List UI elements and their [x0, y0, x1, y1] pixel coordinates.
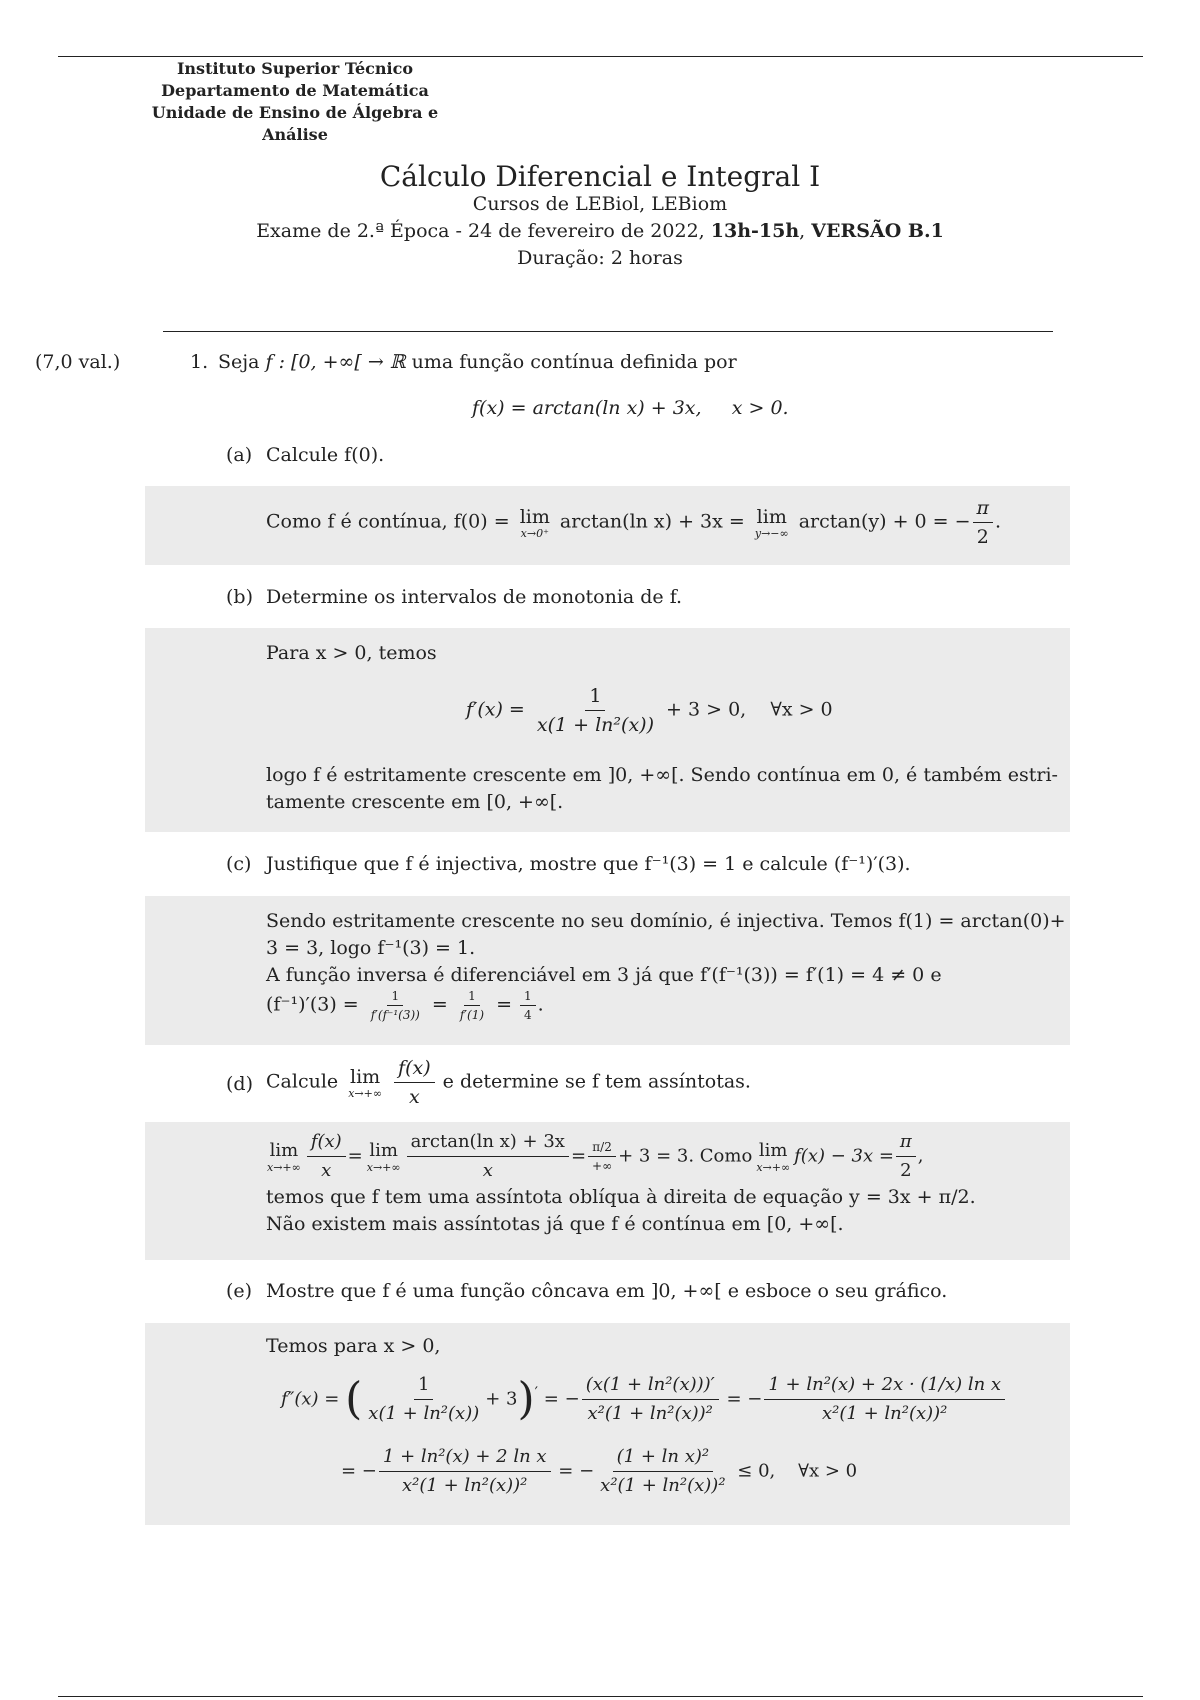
header-separator [163, 331, 1053, 332]
d-a-frac-2 [407, 1130, 569, 1183]
e-frac-5 [596, 1445, 729, 1498]
e-f5-den: x²(1 + ln²(x))² [600, 1475, 726, 1496]
d-q-frac-den: x [408, 1086, 420, 1108]
a-ans-mid: arctan(ln x) + 3x = [559, 510, 751, 533]
d-answer-line-1: lim x→+∞ $\frac{f(x)}{x}$ = lim x→+∞ $\frac{\text{arctan(ln x) + 3x}}{x}$ = $\frac{\pi/2}{+\infty}$ + 3 = 3. Como lim x→+∞ f(x) − 3x = $\frac{\pi}{2}$ , [267, 1131, 924, 1181]
d-a-f3-den: +∞ [592, 1159, 613, 1173]
institution-line: Instituto Superior Técnico [176, 59, 414, 78]
a-lim1-sub: x→0⁺ [520, 526, 549, 540]
b-deriv-rhs: + 3 > 0, ∀x > 0 [666, 698, 833, 721]
exam-line [0, 220, 1200, 242]
d-a-frac-1 [307, 1130, 346, 1183]
c-f3-num: 1 [520, 989, 536, 1006]
e-f3-num: 1 + ln²(x) + 2x · (1/x) ln x [764, 1373, 1005, 1400]
c-line4-pre: (f⁻¹)′(3) = [266, 993, 365, 1016]
d-a-f2-den: x [482, 1160, 493, 1181]
d-a-lim1-sub: x→+∞ [267, 1160, 301, 1174]
unit-line: Unidade de Ensino de Álgebra e [151, 103, 439, 122]
statement-post: uma função contínua definida por [405, 351, 737, 373]
d-q-frac [394, 1056, 435, 1109]
exam-time: 13h-15h [710, 220, 800, 242]
a-frac-den: 2 [976, 526, 989, 548]
d-a-f2-num: arctan(ln x) + 3x [407, 1130, 569, 1157]
d-q-lim: lim x→+∞ [348, 1065, 382, 1100]
function-definition: f(x) = arctan(ln x) + 3x, x > 0. [472, 397, 789, 419]
d-a-frac-3 [588, 1140, 616, 1173]
c-f1-den: f′(f⁻¹(3)) [370, 1008, 420, 1022]
part-e-solution [145, 1323, 1070, 1525]
d-a-lim3-sub: x→+∞ [756, 1160, 791, 1174]
c-f1-num: 1 [387, 989, 403, 1006]
question-statement [218, 351, 737, 373]
c-line-1: Sendo estritamente crescente no seu domínio, é injectiva. Temos f(1) = arctan(0)+ [266, 910, 1066, 932]
d-a-f3-num: π/2 [588, 1140, 616, 1157]
e-frac-4 [379, 1445, 551, 1498]
a-frac-num: π [973, 496, 994, 523]
part-b-solution [145, 628, 1070, 832]
c-eq-2: = [490, 993, 519, 1016]
c-eq-1: = [425, 993, 454, 1016]
e-frac-2 [582, 1373, 719, 1426]
b-derivative [466, 684, 833, 737]
a-ans-pre: Como f é contínua, f(0) = [266, 510, 516, 533]
d-a-pi-frac [896, 1130, 916, 1183]
part-a-solution [145, 486, 1070, 565]
part-e-question: Mostre que f é uma função côncava em ]0, +∞[ e esboce o seu gráfico. [266, 1280, 948, 1302]
e-inner-num: 1 [414, 1373, 433, 1400]
e-inner-den: x(1 + ln²(x)) [368, 1403, 480, 1424]
a-pi-frac [973, 496, 994, 549]
part-d-label: (d) [226, 1073, 253, 1095]
d-q-frac-num: f(x) [394, 1056, 435, 1083]
b-frac [533, 684, 658, 737]
exam-date: Exame de 2.ª Época - 24 de fevereiro de 2022, [256, 220, 711, 242]
d-line-2: temos que f tem uma assíntota oblíqua à direita de equação y = 3x + π/2. [266, 1186, 976, 1208]
d-a-lim2-sub: x→+∞ [366, 1160, 401, 1174]
d-a-mid: + 3 = 3. Como [618, 1145, 753, 1167]
part-a-label: (a) [226, 444, 253, 466]
c-frac-3 [520, 989, 536, 1022]
b-conclusion [266, 762, 1058, 816]
exam-sep: , [799, 220, 812, 242]
part-b-label: (b) [226, 586, 253, 608]
part-c-solution [145, 896, 1070, 1045]
c-f3-den: 4 [524, 1008, 532, 1022]
statement-domain: f : [0, +∞[ → ℝ [265, 351, 406, 373]
courses-line: Cursos de LEBiol, LEBiom [472, 193, 728, 215]
e-frac-3 [764, 1373, 1005, 1426]
e-f4-den: x²(1 + ln²(x))² [402, 1475, 528, 1496]
d-a-lim-3: lim x→+∞ [756, 1139, 791, 1174]
b-line-2: tamente crescente em [0, +∞[. [266, 791, 564, 813]
part-c-label: (c) [226, 853, 252, 875]
e-lhs: f″(x) = [281, 1388, 340, 1410]
b-deriv-lhs: f′(x) = [466, 698, 531, 721]
c-line-2: 3 = 3, logo f⁻¹(3) = 1. [266, 937, 476, 959]
e-f2-den: x²(1 + ln²(x))² [587, 1403, 713, 1424]
part-e-label: (e) [226, 1280, 253, 1302]
d-a-tail: f(x) − 3x = [794, 1145, 894, 1167]
e-f2-num: (x(1 + ln²(x)))′ [582, 1373, 719, 1400]
d-a-pi-den: 2 [900, 1160, 912, 1181]
c-frac-1 [367, 989, 424, 1022]
a-lim-2: lim y→−∞ [754, 505, 789, 540]
part-a-question: Calcule f(0). [266, 444, 385, 466]
b-intro: Para x > 0, temos [266, 642, 437, 664]
institution-block [140, 58, 450, 146]
d-answer-rest [266, 1184, 976, 1238]
unit-line-2: Análise [262, 125, 328, 144]
a-ans-post: arctan(y) + 0 = − [798, 510, 971, 533]
c-f2-den: f′(1) [459, 1008, 485, 1022]
d-a-f1-den: x [321, 1160, 332, 1181]
c-line-4: (f⁻¹)′(3) = $\frac{1}{\text{f′(f⁻¹(3))}}$ = $\frac{1}{f'(1)}$ = $\frac{1}{4}$ . [266, 989, 544, 1022]
e-line-2: = − $\frac{\text{1 + ln²(x) + 2 ln x}}{\text{x²(1 + ln²(x))²}}$ = − $\frac{\text{(1 + ln x)²}}{\text{x²(1 + ln²(x))²}}$ ≤ 0, ∀x > 0 [341, 1446, 858, 1496]
d-q-pre: Calcule [266, 1070, 339, 1093]
part-d-solution [145, 1122, 1070, 1260]
department-line: Departamento de Matemática [161, 81, 429, 100]
a-lim-1: lim x→0⁺ [519, 505, 550, 540]
d-a-f1-num: f(x) [307, 1130, 346, 1157]
course-title: Cálculo Diferencial e Integral I [379, 160, 821, 193]
e-open-paren: ( [345, 1373, 363, 1425]
a-lim2-sub: y→−∞ [754, 526, 789, 540]
c-line-3: A função inversa é diferenciável em 3 já que f′(f⁻¹(3)) = f′(1) = 4 ≠ 0 e [266, 964, 942, 986]
d-a-pi-num: π [896, 1130, 916, 1157]
e-close-paren: ) [517, 1373, 535, 1425]
d-q-post: e determine se f tem assíntotas. [442, 1070, 751, 1093]
part-d-question [266, 1056, 751, 1109]
b-frac-den: x(1 + ln²(x)) [536, 714, 654, 736]
c-answer [266, 908, 1066, 1022]
part-b-question: Determine os intervalos de monotonia de f. [266, 586, 683, 608]
e-f5-num: (1 + ln x)² [613, 1445, 713, 1472]
part-c-question: Justifique que f é injectiva, mostre que f⁻¹(3) = 1 e calcule (f⁻¹)′(3). [266, 853, 911, 875]
b-frac-num: 1 [585, 684, 605, 711]
d-a-lim-2: lim x→+∞ [366, 1139, 401, 1174]
e-f3-den: x²(1 + ln²(x))² [822, 1403, 948, 1424]
e-inner-plus: + 3 [485, 1388, 518, 1410]
top-rule [58, 56, 1143, 57]
e-f4-num: 1 + ln²(x) + 2 ln x [379, 1445, 551, 1472]
bottom-rule [58, 1696, 1143, 1697]
d-q-lim-sub: x→+∞ [348, 1086, 382, 1100]
d-line-3: Não existem mais assíntotas já que f é contínua em [0, +∞[. [266, 1213, 844, 1235]
exam-version: VERSÃO B.1 [811, 220, 944, 242]
e-intro: Temos para x > 0, [266, 1335, 441, 1357]
e-inner-frac [364, 1373, 483, 1426]
e-final: ≤ 0, ∀x > 0 [737, 1460, 858, 1482]
c-frac-2 [456, 989, 488, 1022]
statement-pre: Seja [218, 351, 266, 373]
question-points: (7,0 val.) [35, 351, 121, 373]
c-f2-num: 1 [464, 989, 480, 1006]
e-line-1: f″(x) = ( $\frac{1}{\text{x(1 + ln²(x))}}$ + 3)′ = − $\frac{\text{(x(1 + ln²(x)))′}}{\text{x²(1 + ln²(x))²}}$ = − $\frac{\text{1 + ln²(x) + 2x · (1/x) ln x}}{\text{x²(1 + ln²(x))²}}$ [281, 1373, 1007, 1426]
duration-line: Duração: 2 horas [517, 247, 683, 269]
question-number: 1. [190, 351, 209, 373]
part-a-answer: Como f é contínua, f(0) = lim x→0⁺ arctan(ln x) + 3x = lim y→−∞ arctan(y) + 0 = − $\frac{\pi}{2}$ . [266, 497, 1002, 548]
d-a-lim-1: lim x→+∞ [267, 1139, 301, 1174]
b-line-1: logo f é estritamente crescente em ]0, +∞[. Sendo contínua em 0, é também estri- [266, 764, 1058, 786]
